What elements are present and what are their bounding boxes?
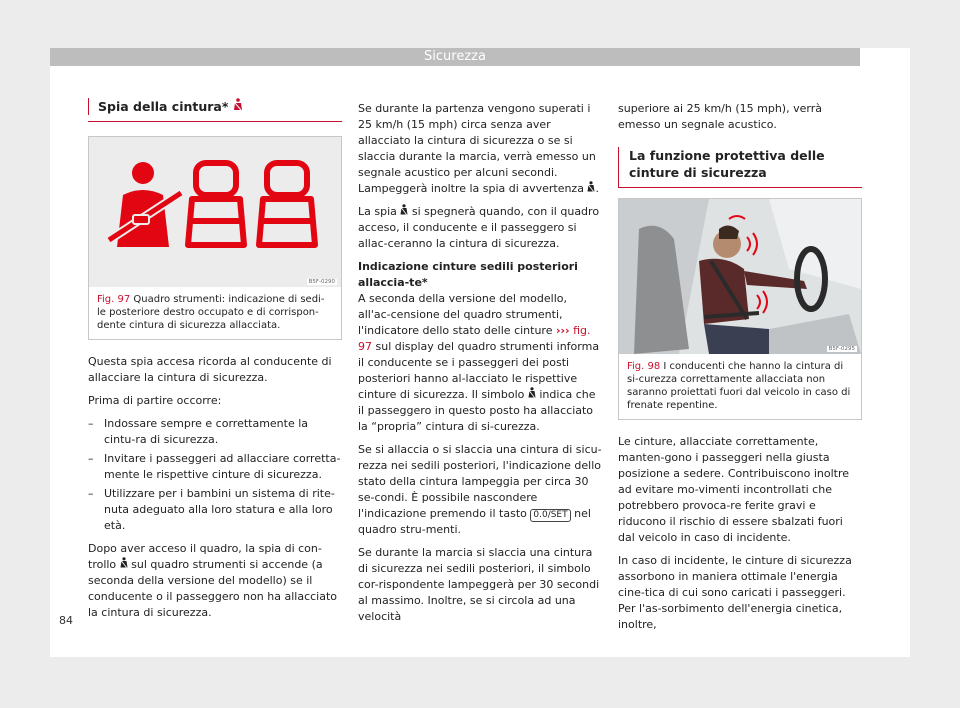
- seatbelt-display-illustration: [89, 137, 341, 287]
- list-dash: –: [88, 417, 94, 430]
- driver-belt-illustration: [619, 199, 861, 354]
- list-item: – Utilizzare per i bambini un sistema di rite-nuta adeguato alla loro statura e alla loro età.: [88, 487, 335, 532]
- list-item: – Invitare i passeggeri ad allacciare corretta-mente le rispettive cinture di sicurezza.: [88, 452, 341, 481]
- figure-caption-text: Quadro strumenti: indicazione di sedi-le posteriore destro occupato e di corrispon-dente cintura di sicurezza allacciata.: [97, 294, 325, 331]
- figure-98-caption: [619, 354, 861, 419]
- list-item: – Indossare sempre e correttamente la cintu-ra di sicurezza.: [88, 417, 309, 446]
- seatbelt-icon: [120, 558, 128, 571]
- column-1: [88, 98, 342, 628]
- section-heading-protection: La funzione protettiva delle cinture di sicurezza: [618, 147, 862, 188]
- column-3: [618, 101, 862, 640]
- section-heading-text: Spia della cintura*: [98, 99, 229, 114]
- paragraph: Se durante la partenza vengono superati i 25 km/h (15 mph) circa senza aver allacciato la cintura di sicurezza o se si slaccia durante la marcia, verrà emesso un segnale acustico per alcuni secondi. Lampeggerà inoltre la spia di avvertenza .: [358, 102, 599, 195]
- paragraph: Le cinture, allacciate correttamente, manten-gono i passeggeri nella giusta posizione a sedere. Contribuiscono inoltre ad evitare mo-vimenti incontrollati che potrebbero provoca-re ferite gravi e riducono il rischio di essere sbalzati fuori dal veicolo in caso di incidente.: [618, 435, 849, 544]
- list-dash: –: [88, 452, 94, 465]
- paragraph: Questa spia accesa ricorda al conducente di allacciare la cintura di sicurezza.: [88, 355, 332, 384]
- paragraph: Dopo aver acceso il quadro, la spia di con-trollo sul quadro strumenti si accende (a seconda della versione del modello) se il conducente o il passeggero non ha allacciato la cintura di sicurezza.: [88, 542, 338, 619]
- figure-97-image: [89, 137, 341, 287]
- paragraph: superiore ai 25 km/h (15 mph), verrà emesso un segnale acustico.: [618, 102, 822, 131]
- column-2: [358, 101, 602, 632]
- paragraph: In caso di incidente, le cinture di sicurezza assorbono in maniera ottimale l'energia cine-tica di cui sono caricati i passeggeri. Per l'as-sorbimento dell'energia cinetica, inoltre,: [618, 554, 852, 631]
- paragraph: A seconda della versione del modello, all'ac-censione del quadro strumenti, l'indicatore dello stato delle cinture ››› fig. 97 sul display del quadro strumenti informa il conducente se i passeggeri dei posti posteriori hanno al-lacciato le rispettive cinture di sicurezza. Il simbolo indica che il passeggero in questo posto ha allacciato la “propria” cintura di si-curezza.: [358, 292, 600, 433]
- seatbelt-warning-icon: [233, 99, 243, 114]
- figure-caption-text: I conducenti che hanno la cintura di si-curezza correttamente allacciata non saranno proiettati fuori dal veicolo in caso di frenate repentine.: [627, 361, 851, 411]
- figure-97-caption: [89, 287, 341, 339]
- requirements-list: [88, 416, 342, 534]
- paragraph: Prima di partire occorre:: [88, 394, 222, 407]
- figure-code: B5F-0290: [308, 279, 335, 285]
- paragraph: Se si allaccia o si slaccia una cintura di sicu-rezza nei sedili posteriori, l'indicazione dello stato della cintura lampeggia per circa 30 se-condi. È possibile nascondere l'indicazione premendo il tasto 0.0/SET nel quadro stru-menti.: [358, 443, 602, 536]
- seatbelt-icon: [528, 388, 536, 401]
- figure-98: [618, 198, 862, 420]
- figure-label: Fig. 97: [97, 294, 131, 305]
- paragraph: Se durante la marcia si slaccia una cintura di sicurezza nei sedili posteriori, il simbolo cor-rispondente lampeggerà per 30 secondi al massimo. Inoltre, se si circola ad una velocità: [358, 546, 600, 623]
- figure-code: B5F-0295: [828, 346, 855, 352]
- figure-reference-link[interactable]: fig. 97: [358, 324, 591, 353]
- page-number: 84: [59, 614, 73, 627]
- subheading-rear-belts: Indicazione cinture sedili posteriori allaccia-te*: [358, 260, 578, 289]
- paragraph: La spia si spegnerà quando, con il quadro acceso, il conducente e il passeggero si allac-ceranno la cintura di sicurezza.: [358, 205, 600, 250]
- section-heading-seatbelt: [88, 98, 342, 122]
- reference-arrow-icon: ›››: [555, 324, 570, 337]
- set-key-badge: 0.0/SET: [530, 509, 570, 522]
- figure-label: Fig. 98: [627, 361, 661, 372]
- figure-97: [88, 136, 342, 340]
- header-bar: [50, 48, 860, 66]
- figure-98-image: [619, 199, 861, 354]
- header-title: Sicurezza: [424, 49, 486, 64]
- list-dash: –: [88, 487, 94, 500]
